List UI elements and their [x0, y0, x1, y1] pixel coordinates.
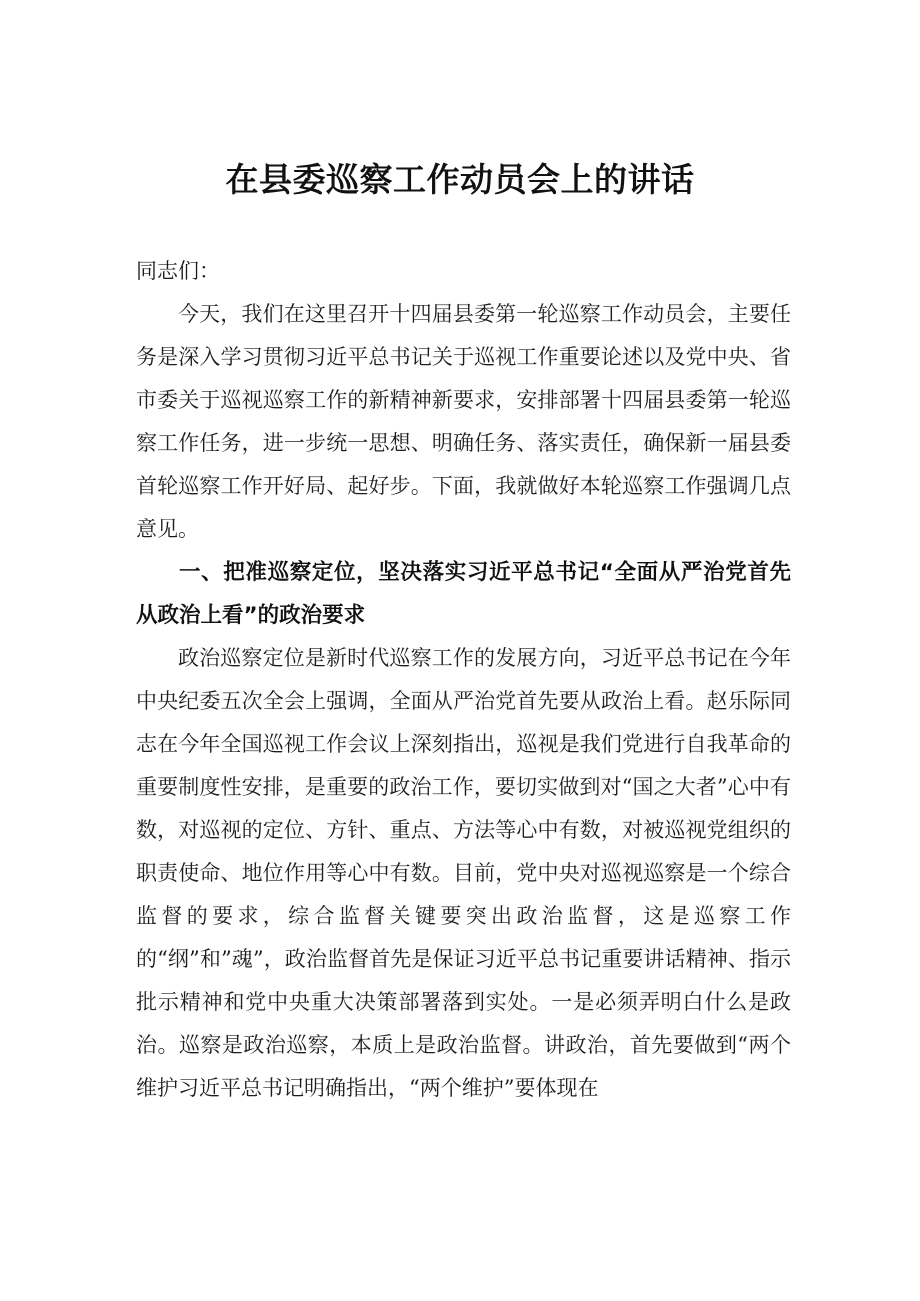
- document-title: 在县委巡察工作动员会上的讲话: [225, 160, 695, 199]
- section-heading: 一、把准巡察定位，坚决落实习近平总书记“全面从严治党首先从政治上看”的政治要求: [136, 560, 791, 628]
- opening-paragraph: 今天，我们在这里召开十四届县委第一轮巡察工作动员会，主要任务是深入学习贯彻习近平总书记关于巡视工作重要论述以及党中央、省市委关于巡视巡察工作的新精神新要求，安排部署十四届县委第一轮巡察工作任务，进一步统一思想、明确任务、落实责任，确保新一届县委首轮巡察工作开好局、起好步。下面，我就做好本轮巡察工作强调几点意见。: [136, 302, 791, 541]
- salutation: 同志们：: [136, 259, 220, 283]
- document-body: [136, 250, 791, 1110]
- section-paragraph: 政治巡察定位是新时代巡察工作的发展方向，习近平总书记在今年中央纪委五次全会上强调，全面从严治党首先要从政治上看。赵乐际同志在今年全国巡视工作会议上深刻指出，巡视是我们党进行自我革命的重要制度性安排，是重要的政治工作，要切实做到对“国之大者”心中有数，对巡视的定位、方针、重点、方法等心中有数，对被巡视党组织的职责使命、地位作用等心中有数。目前，党中央对巡视巡察是一个综合监督的要求，综合监督关键要突出政治监督，这是巡察工作的“纲”和”魂”，政治监督首先是保证习近平总书记重要讲话精神、指示批示精神和党中央重大决策部署落到实处。一是必须弄明白什么是政治。巡察是政治巡察，本质上是政治监督。讲政治，首先要做到“两个维护习近平总书记明确指出，“两个维护”要体现在: [136, 646, 791, 1100]
